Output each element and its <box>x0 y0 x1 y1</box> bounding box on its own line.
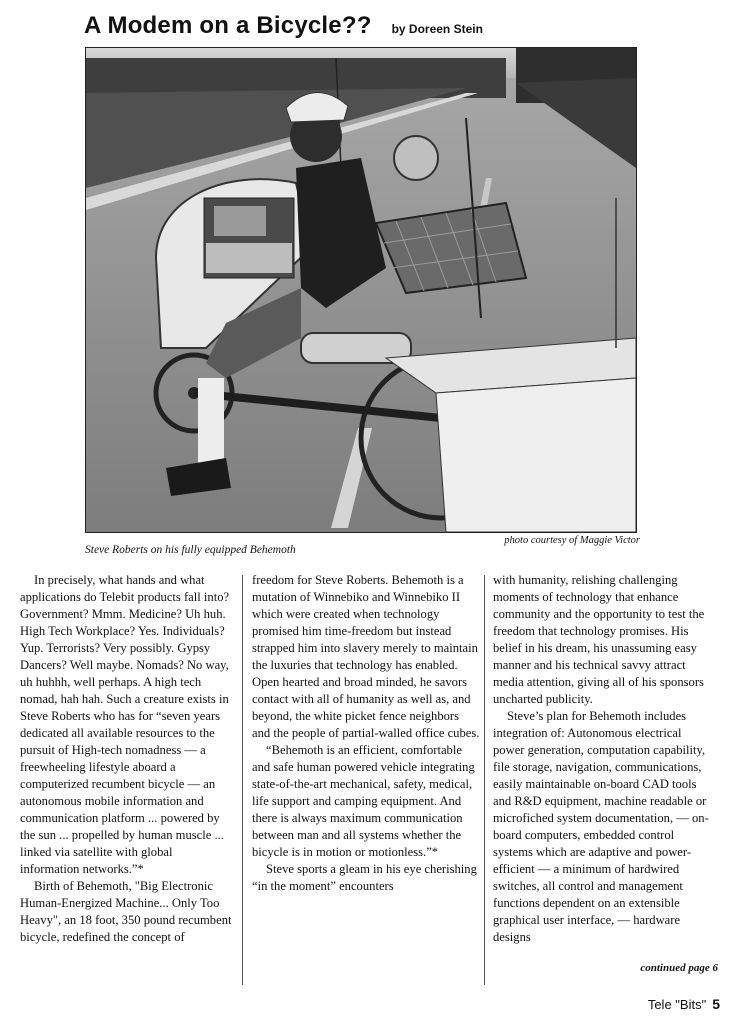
photo-credit: photo courtesy of Maggie Victor <box>504 535 640 546</box>
article-photo <box>85 47 637 533</box>
headline <box>84 12 684 46</box>
paragraph: Steve’s plan for Behemoth includes integration of: Autonomous electrical power generation, computation capability, file storage, navigation, communications, easily maintainable on-board CAD tools and R&D equipment, machine readable or microfiched system documentation, — on-board computers, embedded control systems which are adaptive and power-efficient — a minimum of hardwired switches, all control and management functions dependent on an extensible graphical user interface, — hardware designs <box>493 709 709 944</box>
paragraph: with humanity, relishing challenging moments of technology that enhance community and the opportunity to test the freedom that technology promises. His belief in his dream, his unassuming easy manner and his technical savvy attract media attention, giving all of his sponsors uncharted publicity. <box>493 573 705 706</box>
paragraph: Birth of Behemoth, "Big Electronic Human-Energized Machine... Only Too Heavy", an 18 foot, 350 pound recumbent bicycle, redefined the concept of <box>20 879 232 944</box>
paragraph: freedom for Steve Roberts. Behemoth is a mutation of Winnebiko and Winnebiko II which were created when technology promised him time-freedom but instead strapped him into slavery merely to maintain the luxuries that technology has enabled. Open hearted and broad minded, he savors contact with all of humanity as well as, and beyond, the white picket fence neighbors and the people of partial-walled office cubes. <box>252 573 480 740</box>
photo-caption: Steve Roberts on his fully equipped Behemoth <box>85 544 296 556</box>
article-column-2 <box>252 572 480 962</box>
page-footer <box>560 996 720 1012</box>
paragraph: Steve sports a gleam in his eye cherishing “in the moment” encounters <box>252 862 477 893</box>
page-number: 5 <box>712 996 720 1012</box>
byline: by Doreen Stein <box>391 22 483 36</box>
article-title: A Modem on a Bicycle?? <box>84 12 372 39</box>
paragraph: “Behemoth is an efficient, comfortable and safe human powered vehicle integrating state-of-the-art mechanical, safety, medical, life support and camping equipment. And there is always maximum communication between man and all systems whether the bicycle is in motion or motionless.”* <box>252 743 475 859</box>
article-column-3 <box>493 572 715 962</box>
continued-note: continued page 6 <box>640 962 718 974</box>
photo-illustration <box>86 48 636 532</box>
column-divider <box>484 575 485 985</box>
paragraph: In precisely, what hands and what applications do Telebit products fall into? Government? Mmm. Medicine? Uh huh. High Tech Workplace? Yes. Individuals? Yup. Terrorists? Very possibly. Gypsy Dancers? Well maybe. Nomads? No way, uh huhhh, well perhaps. A high tech nomad, hah hah. Such a creature exists in Steve Roberts who has for “seven years dedicated all available resources to the pursuit of High-tech nomadness — a freewheeling lifestyle aboard a computerized recumbent bicycle — an autonomous mobile information and communication platform ... powered by the sun ... propelled by human muscle ... linked via satellite with global information networks.”* <box>20 573 230 876</box>
article-column-1 <box>20 572 232 962</box>
column-divider <box>242 575 243 985</box>
publication-name: Tele "Bits" <box>647 997 707 1012</box>
